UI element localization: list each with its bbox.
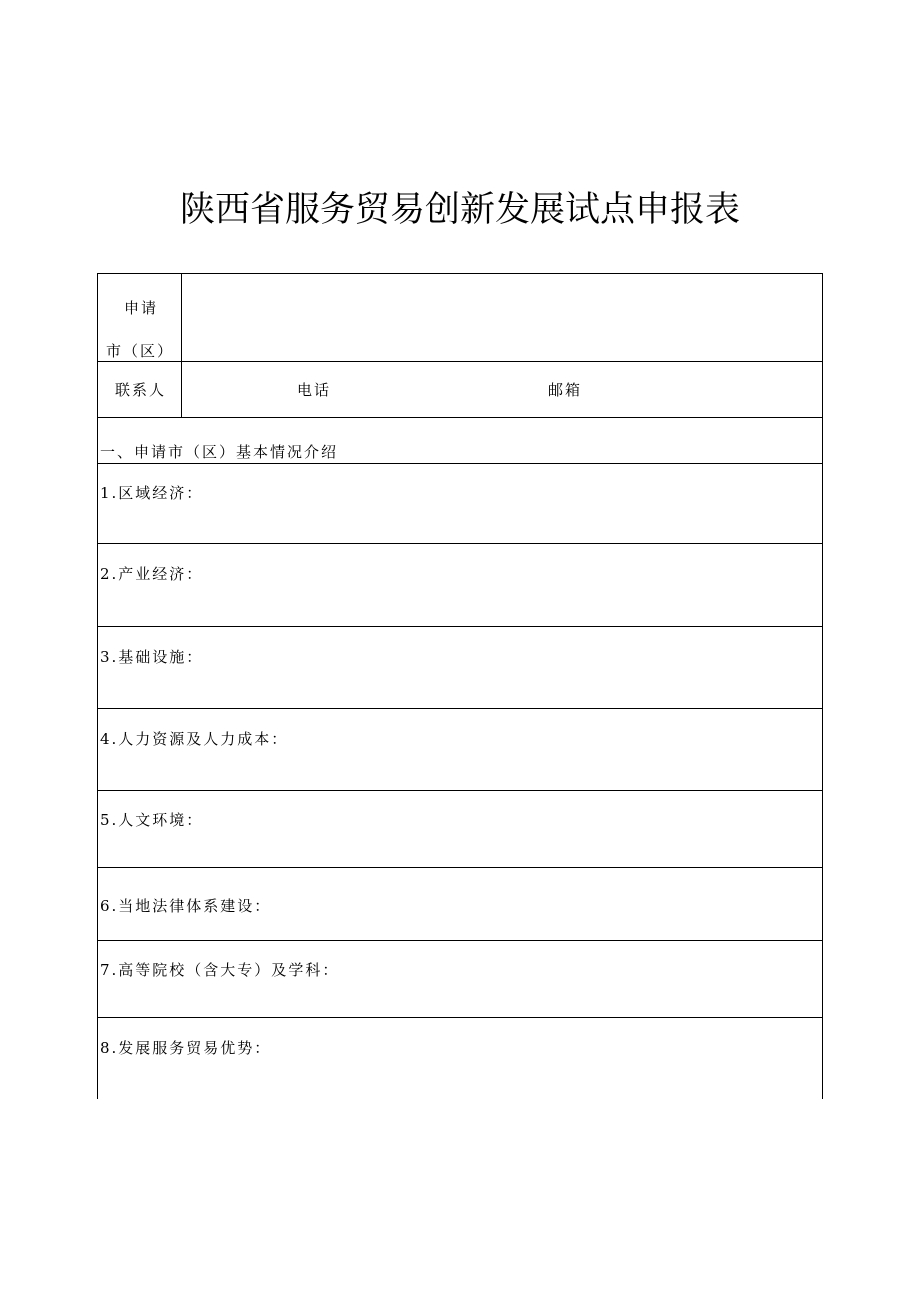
applicant-label-line1: 申请 bbox=[124, 299, 159, 317]
applicant-label-cell bbox=[98, 274, 182, 361]
phone-field[interactable] bbox=[338, 362, 538, 417]
item-label: 8.发展服务贸易优势： bbox=[100, 1039, 272, 1057]
item-label: 7.高等院校（含大专）及学科： bbox=[100, 961, 340, 979]
email-field[interactable] bbox=[588, 362, 823, 417]
contact-label-cell bbox=[98, 362, 182, 417]
phone-label: 电话 bbox=[297, 381, 332, 399]
section-heading: 一、申请市（区）基本情况介绍 bbox=[100, 443, 339, 461]
contact-name-field[interactable] bbox=[183, 362, 293, 417]
item-label: 6.当地法律体系建设： bbox=[100, 897, 272, 915]
item-row[interactable] bbox=[98, 627, 823, 709]
contact-row bbox=[98, 362, 823, 418]
contact-label: 联系人 bbox=[115, 381, 167, 399]
section-heading-row bbox=[98, 418, 823, 464]
applicant-label-line2: 市（区） bbox=[106, 342, 175, 360]
item-row[interactable] bbox=[98, 868, 823, 941]
application-form bbox=[97, 273, 823, 1099]
item-row[interactable] bbox=[98, 1018, 823, 1100]
applicant-value-field[interactable] bbox=[183, 274, 823, 361]
item-row[interactable] bbox=[98, 709, 823, 791]
item-label: 2.产业经济： bbox=[100, 565, 204, 583]
item-label: 5.人文环境： bbox=[100, 811, 204, 829]
item-row[interactable] bbox=[98, 941, 823, 1018]
item-label: 4.人力资源及人力成本： bbox=[100, 730, 289, 748]
email-label: 邮箱 bbox=[548, 381, 583, 399]
item-label: 1.区域经济： bbox=[100, 484, 204, 502]
page-title: 陕西省服务贸易创新发展试点申报表 bbox=[179, 190, 740, 230]
item-row[interactable] bbox=[98, 544, 823, 627]
item-row[interactable] bbox=[98, 791, 823, 868]
applicant-row bbox=[98, 274, 823, 362]
item-label: 3.基础设施： bbox=[100, 648, 204, 666]
item-row[interactable] bbox=[98, 464, 823, 544]
